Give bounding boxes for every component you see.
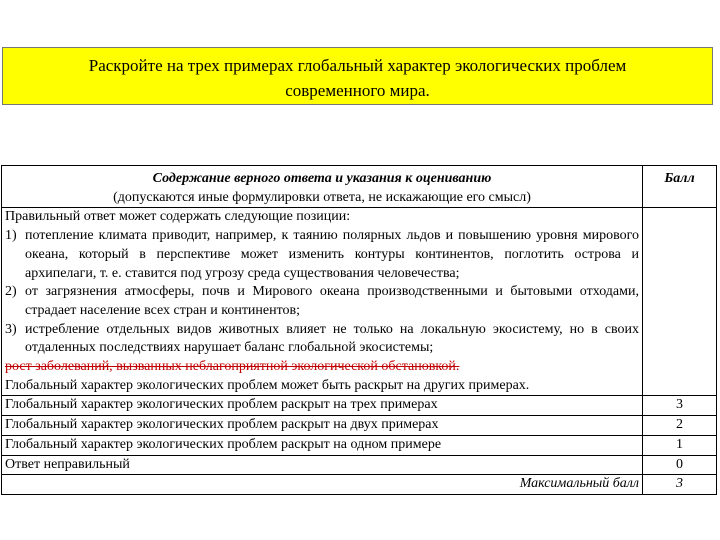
criteria-score: 3 bbox=[643, 396, 717, 416]
struck-text: рост заболеваний, вызванных неблагоприятной экологической обстановкой. bbox=[5, 359, 460, 375]
max-row bbox=[2, 475, 717, 495]
header-subtitle: (допускаются иные формулировки ответа, не искажающие его смысл) bbox=[113, 189, 531, 205]
max-score: 3 bbox=[643, 475, 717, 495]
list-item: 1) потепление климата приводит, например, к таянию полярных льдов и повышению уровня мирового океана, который в перспективе может изменить контуры континентов, поглотить острова и архипелаги, т. е. ставится под угрозу среда существования человечества; bbox=[5, 228, 639, 281]
task-line-1: Раскройте на трех примерах глобальный характер экологических проблем bbox=[88, 56, 627, 75]
list-item: 3) истребление отдельных видов животных влияет не только на локальную экосистему, но в своих отдаленных последствиях нарушает баланс глобальной экосистемы; bbox=[5, 321, 639, 356]
criteria-text: Глобальный характер экологических проблем раскрыт на двух примерах bbox=[2, 416, 643, 436]
header-cell bbox=[2, 166, 643, 208]
content-row bbox=[2, 208, 717, 396]
task-line-2: современного мира. bbox=[285, 81, 430, 100]
criteria-row bbox=[2, 455, 717, 475]
intro-text: Правильный ответ может содержать следующие позиции: bbox=[5, 209, 351, 225]
criteria-text: Ответ неправильный bbox=[2, 455, 643, 475]
header-title: Содержание верного ответа и указания к оцениванию bbox=[152, 171, 492, 186]
criteria-score: 0 bbox=[643, 455, 717, 475]
criteria-text: Глобальный характер экологических проблем раскрыт на одном примере bbox=[2, 435, 643, 455]
criteria-row bbox=[2, 416, 717, 436]
positions-list bbox=[5, 227, 639, 358]
header-row bbox=[2, 166, 717, 208]
header-score: Балл bbox=[643, 166, 717, 208]
criteria-text: Глобальный характер экологических проблем раскрыт на трех примерах bbox=[2, 396, 643, 416]
criteria-score: 1 bbox=[643, 435, 717, 455]
max-label: Максимальный балл bbox=[2, 475, 643, 495]
criteria-row bbox=[2, 396, 717, 416]
note-text: Глобальный характер экологических проблем может быть раскрыт на других примерах. bbox=[5, 377, 530, 393]
list-item: 2) от загрязнения атмосферы, почв и Мирового океана производственными и бытовыми отходами, страдает население всех стран и континентов; bbox=[5, 284, 639, 318]
criteria-row bbox=[2, 435, 717, 455]
grading-table bbox=[1, 165, 717, 495]
content-cell bbox=[2, 208, 643, 396]
criteria-score: 2 bbox=[643, 416, 717, 436]
content-score bbox=[643, 208, 717, 396]
task-banner bbox=[2, 47, 713, 105]
